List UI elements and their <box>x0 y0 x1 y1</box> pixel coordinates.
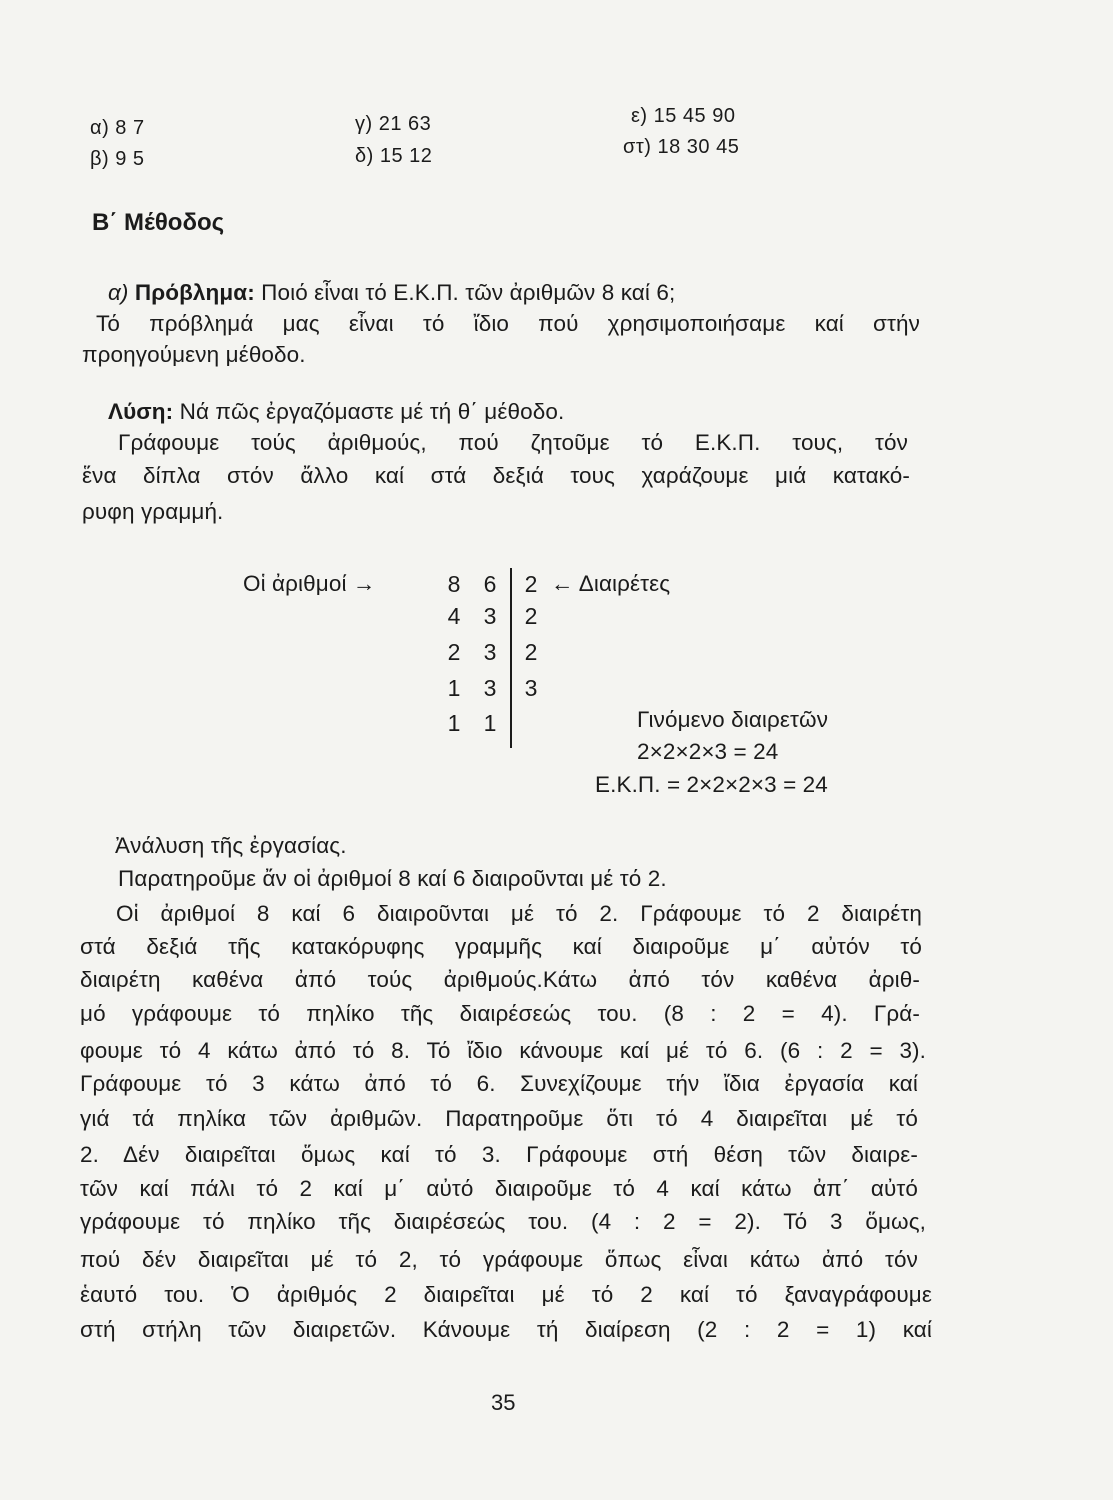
problem-label: α) <box>108 280 129 305</box>
analysis-title: Ἀνάλυση τῆς ἐργασίας. <box>115 833 347 858</box>
analysis-line: φουμε τό 4 κάτω ἀπό τό 8. Τό ἴδιο κάνουμε καί μέ τό 6. (6 : 2 = 3). <box>80 1038 926 1063</box>
product-label: Γινόμενο διαιρετῶν <box>637 707 829 732</box>
analysis-line: γιά τά πηλίκα τῶν ἀριθμῶν. Παρατηροῦμε ὅτι τό 4 διαιρεῖται μέ τό <box>80 1106 918 1131</box>
exercise-stigma: στ) 18 30 45 <box>623 136 740 158</box>
exercise-gamma: γ) 21 63 <box>355 113 432 135</box>
problem-text: Ποιό εἶναι τό Ε.Κ.Π. τῶν ἀριθμῶν 8 καί 6; <box>261 280 676 305</box>
solution-line <box>108 399 564 425</box>
diagram-cell-b: 1 <box>483 710 497 736</box>
problem-line-2: Τό πρόβλημά μας εἶναι τό ἴδιο πού χρησιμοποιήσαμε καί στήν <box>96 311 920 336</box>
diagram-divisor: 2 <box>524 639 538 665</box>
numbers-label: Οἱ ἀριθμοί → <box>243 571 376 596</box>
analysis-line: Γράφουμε τό 3 κάτω ἀπό τό 6. Συνεχίζουμε τήν ἴδια ἐργασία καί <box>80 1071 918 1096</box>
diagram-cell-a: 8 <box>447 571 461 597</box>
diagram-cell-a: 1 <box>447 710 461 736</box>
exercise-delta: δ) 15 12 <box>355 145 433 167</box>
diagram-cell-b: 3 <box>483 639 497 665</box>
solution-label: Λύση: <box>108 399 174 424</box>
analysis-line: διαιρέτη καθένα ἀπό τούς ἀριθμούς.Κάτω ἀπό τόν καθένα ἀριθ- <box>80 967 920 992</box>
analysis-observe: Παρατηροῦμε ἄν οἱ ἀριθμοί 8 καί 6 διαιροῦνται μέ τό 2. <box>118 866 667 891</box>
problem-line <box>108 280 675 306</box>
section-title: Β΄ Μέθοδος <box>92 209 225 236</box>
solution-line-2: ἕνα δίπλα στόν ἄλλο καί στά δεξιά τους χαράζουμε μιά κατακό- <box>82 463 910 488</box>
product-expr: 2×2×2×3 = 24 <box>637 739 779 764</box>
exercise-epsilon: ε) 15 45 90 <box>631 105 736 127</box>
analysis-line: στά δεξιά τῆς κατακόρυφης γραμμῆς καί διαιροῦμε μ΄ αὐτόν τό <box>80 934 922 959</box>
diagram-cell-a: 2 <box>447 639 461 665</box>
exercise-beta: β) 9 5 <box>90 148 145 170</box>
analysis-line: 2. Δέν διαιρεῖται ὅμως καί τό 3. Γράφουμε στή θέση τῶν διαιρε- <box>80 1142 918 1167</box>
solution-line-1: Γράφουμε τούς ἀριθμούς, πού ζητοῦμε τό Ε.Κ.Π. τους, τόν <box>118 430 908 455</box>
diagram-divisor: 2 <box>524 603 538 629</box>
problem-line-3: προηγούμενη μέθοδο. <box>82 342 306 367</box>
diagram-divisor: 2 <box>524 571 538 597</box>
diagram-cell-b: 3 <box>483 603 497 629</box>
solution-line-3: ρυφη γραμμή. <box>82 499 224 524</box>
divisors-label: ← Διαιρέτες <box>551 571 671 596</box>
analysis-line: μό γράφουμε τό πηλίκο τῆς διαιρέσεώς του. (8 : 2 = 4). Γρά- <box>80 1001 920 1026</box>
exercise-alpha: α) 8 7 <box>90 117 145 139</box>
diagram-cell-b: 3 <box>483 675 497 701</box>
diagram-cell-a: 4 <box>447 603 461 629</box>
lcm-result: Ε.Κ.Π. = 2×2×2×3 = 24 <box>595 772 828 797</box>
analysis-line: τῶν καί πάλι τό 2 καί μ΄ αὐτό διαιροῦμε τό 4 καί κάτω ἀπ΄ αὐτό <box>80 1176 918 1201</box>
analysis-line: πού δέν διαιρεῖται μέ τό 2, τό γράφουμε ὅπως εἶναι κάτω ἀπό τόν <box>80 1247 918 1272</box>
diagram-cell-b: 6 <box>483 571 497 597</box>
division-vertical-line <box>510 568 512 748</box>
analysis-line: στή στήλη τῶν διαιρετῶν. Κάνουμε τή διαίρεση (2 : 2 = 1) καί <box>80 1317 932 1342</box>
problem-title: Πρόβλημα: <box>134 280 255 305</box>
diagram-cell-a: 1 <box>447 675 461 701</box>
page-number: 35 <box>491 1390 516 1415</box>
analysis-line: γράφουμε τό πηλίκο τῆς διαιρέσεώς του. (4 : 2 = 2). Τό 3 ὅμως, <box>80 1209 926 1234</box>
analysis-line: Οἱ ἀριθμοί 8 καί 6 διαιροῦνται μέ τό 2. Γράφουμε τό 2 διαιρέτη <box>116 901 922 926</box>
diagram-divisor: 3 <box>524 675 538 701</box>
solution-text: Νά πῶς ἐργαζόμαστε μέ τή θ΄ μέθοδο. <box>179 399 565 424</box>
analysis-line: ἑαυτό του. Ὁ ἀριθμός 2 διαιρεῖται μέ τό 2 καί τό ξαναγράφουμε <box>80 1282 932 1307</box>
